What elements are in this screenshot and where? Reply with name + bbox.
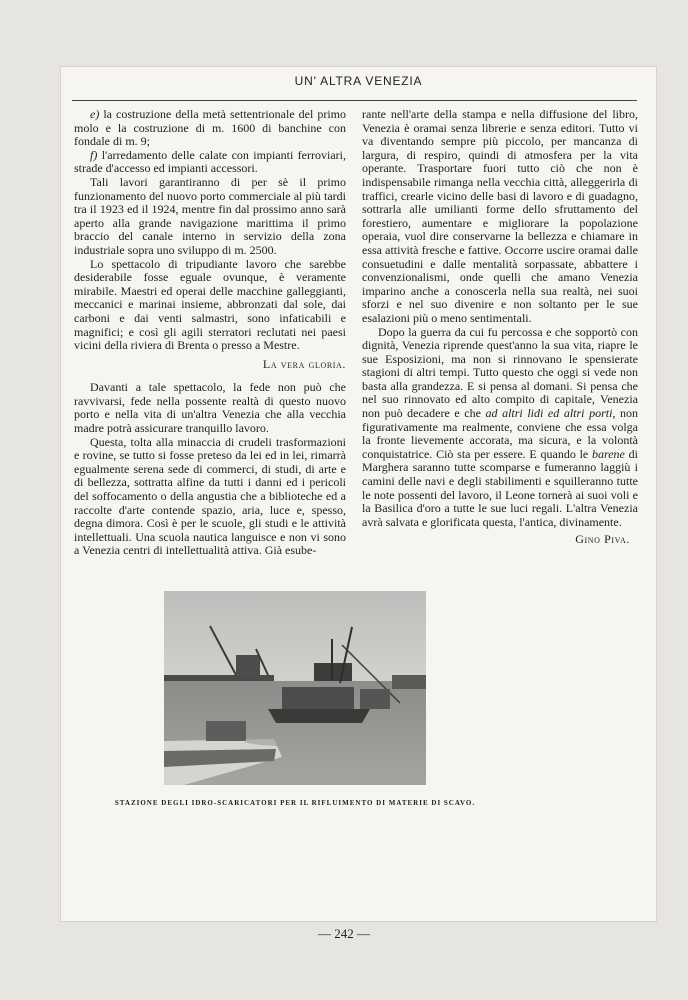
photo-caption: STAZIONE DEGLI IDRO-SCARICATORI PER IL RIFLUIMENTO DI MATERIE DI SCAVO. xyxy=(114,799,476,807)
text-run: , non figurativamente ma realmente, conviene che essa volga la fronte lievemente accorata, ma sicura, e la volontà conquistatrice. Ciò sta per essere. E quando le xyxy=(362,406,639,461)
italic-text: barene xyxy=(592,446,625,461)
paragraph-e xyxy=(74,108,346,149)
item-label-e: e) xyxy=(90,107,100,121)
section-heading: La vera gloria. xyxy=(262,356,346,371)
italic-text: ad altri lidi ed altri porti xyxy=(485,406,613,421)
paragraph: Tali lavori garantiranno di per sè il primo funzionamento del nuovo porto commerciale al più tardi tra il 1923 ed il 1924, mentre fin dal prossimo anno sarà aperto alla grande navigazione marittima il primo braccio del canale interno in servizio della zona industriale sopra uno sviluppo di m. 2500. xyxy=(74,174,346,257)
page-sheet xyxy=(60,66,657,922)
paragraph-f xyxy=(74,149,346,176)
paragraph: Lo spettacolo di tripudiante lavoro che sarebbe desiderabile fosse eguale ovunque, è veramente mirabile. Maestri ed operai delle macchine galleggianti, meccanici e marinai insieme, abbronzati dal sole, dai carboni e dai venti salmastri, sono infaticabili e magnifici; e così gli agili sterratori reclutati nei paesi vicini della riviera di Brenta o presso a Mestre. xyxy=(74,256,346,353)
right-text-column xyxy=(362,108,638,547)
paragraph: Davanti a tale spettacolo, la fede non può che ravvivarsi, fede nella possente realtà di questo nuovo porto e nella vita di un'altra Venezia che alla vecchia madre potrà assicurare tranquillo lavoro. xyxy=(74,380,346,436)
paragraph: Questa, tolta alla minaccia di crudeli trasformazioni e rovine, se tutto si fosse preteso da lei ed in lei, rimarrà egualmente serena sede di commerci, di studi, di arte e di bellezza, sottratta alfine da tutti i danni ed i pericoli del soffocamento o della angustia che a biblioteche ed a raccolte d'arte contende spazio, aria, luce e, spesso, degna dimora. Così è per le scuole, gli studi e le attività intellettuali. Una scuola nautica languisce e non vi sono a Venezia centri di intellettualità attiva. Già esube- xyxy=(74,434,346,558)
paragraph: rante nell'arte della stampa e nella diffusione del libro, Venezia è oramai senza librerie e senza editori. Tutto vi va diventando sempre più piccolo, per mancanza di largura, di respiro, quindi di atmosfera per la vita operante. Trasportare fuori tutto ciò che non è indispensabile rimanga nella vecchia città, alleggerirla di traffici, crearle vicino delle basi di lavoro e di guadagno, sottrarla alle umilianti forme dello sfruttamento del forestiero, aumentare e migliorare la popolazione operaia, vuol dire conservarne la bellezza e chiamare in essa attività fresche e fattive. Occorre uscire oramai dalle consuetudini e dalle mentalità sorpassate, abbattere i convenzionalismi, onde quelli che amano Venezia imparino anche a conoscerla nella sua realtà, nei suoi sforzi e nel suo divenire e non soltanto per le sue esalazioni più o meno sentimentali. xyxy=(362,107,638,325)
text-run: di Marghera saranno tutte scomparse e fumeranno laggiù i camini delle navi e degli stabilimenti e squilleranno tutte le note possenti del lavoro, il Leone tornerà ai suoi voli e la Basilica d'oro a tutte le sue luci regali. L'altra Venezia avrà salvata e glorificata questa, l'antica, divinamente. xyxy=(362,446,638,529)
dredging-photo xyxy=(164,591,426,785)
photo-illustration xyxy=(164,591,426,785)
header-rule xyxy=(72,100,637,101)
text-run: Dopo la guerra da cui fu percossa e che sopportò con dignità, Venezia riprende quest'anno la sua vita, riapre le sue Esposizioni, ma non si rinnovano le spensierate stagioni di altri tempi. Tutto questo che oggi si vede non basta alla grandezza. E si pensa al domani. Si pensa che nel suo rinnovato ed alto compito di capitale, Venezia non può decadere e che xyxy=(362,324,638,421)
item-text-e: la costruzione della metà settentrionale del primo molo e la costruzione di m. 1600 di banchine con fondale di m. 9; xyxy=(74,107,346,149)
page-number: — 242 — xyxy=(318,926,370,941)
running-title: UN' ALTRA VENEZIA xyxy=(294,74,423,88)
paragraph xyxy=(362,326,638,530)
item-label-f: f) xyxy=(90,147,98,162)
left-text-column xyxy=(74,108,346,558)
author-signature: Gino Piva. xyxy=(575,532,630,547)
item-text-f: l'arredamento delle calate con impianti ferroviari, strade d'accesso ed impianti accessori. xyxy=(74,147,346,176)
